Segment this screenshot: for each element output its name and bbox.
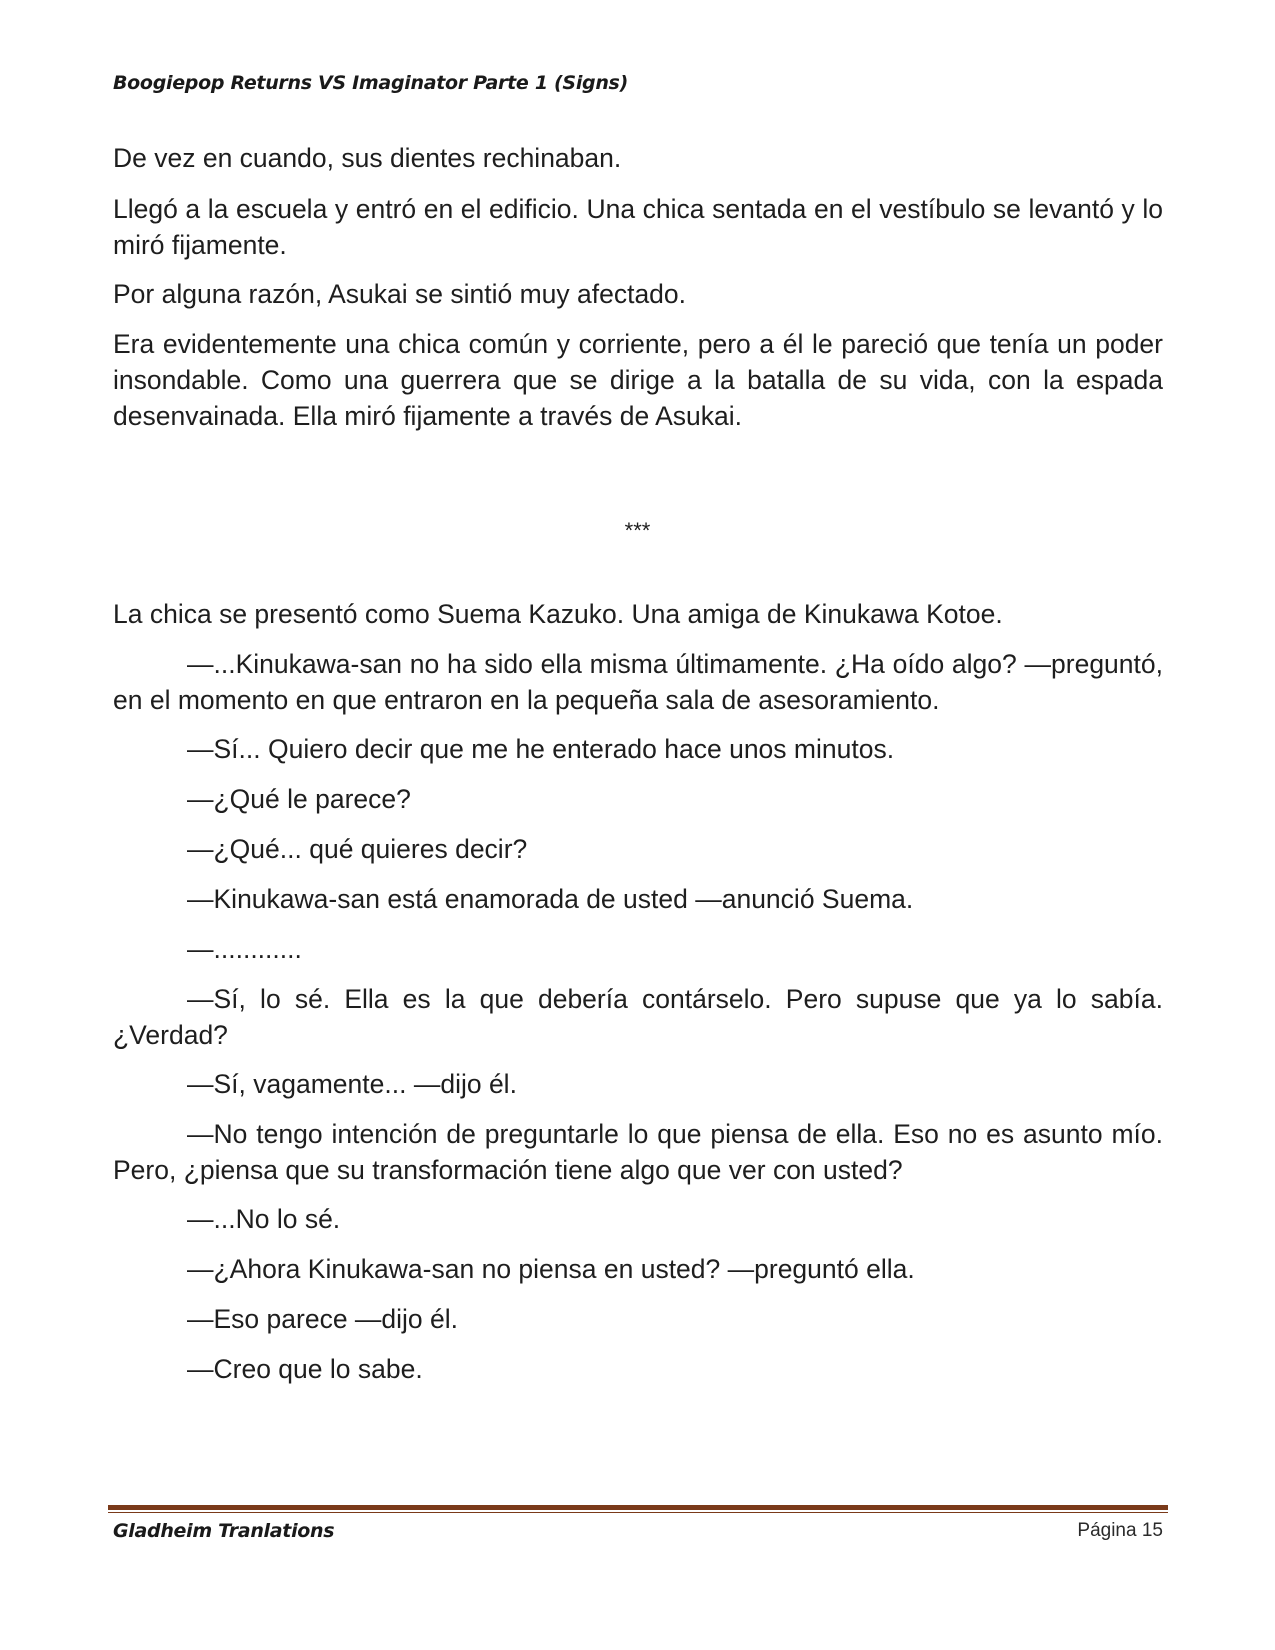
dialogue-line: —Sí, lo sé. Ella es la que debería contárselo. Pero supuse que ya lo sabía. ¿Verdad? <box>113 984 1163 1050</box>
dialogue-line: —No tengo intención de preguntarle lo que piensa de ella. Eso no es asunto mío. Pero, ¿piensa que su transformación tiene algo que ver con usted? <box>113 1119 1163 1185</box>
page-label: Página <box>1077 1520 1137 1541</box>
dialogue-line: —...Kinukawa-san no ha sido ella misma últimamente. ¿Ha oído algo? —preguntó, en el momento en que entraron en la pequeña sala de asesoramiento. <box>113 649 1163 715</box>
dialogue-line: —...No lo sé. <box>187 1204 341 1234</box>
paragraph: De vez en cuando, sus dientes rechinaban. <box>113 143 622 173</box>
dialogue-line: —Sí, vagamente... —dijo él. <box>187 1069 517 1099</box>
dialogue-line: —¿Ahora Kinukawa-san no piensa en usted? —preguntó ella. <box>187 1254 915 1284</box>
dialogue-line: —Sí... Quiero decir que me he enterado hace unos minutos. <box>187 734 895 764</box>
paragraph: Llegó a la escuela y entró en el edificio. Una chica sentada en el vestíbulo se levantó y lo miró fijamente. <box>113 194 1163 260</box>
running-header: Boogiepop Returns VS Imaginator Parte 1 (Signs) <box>113 72 628 94</box>
paragraph: Era evidentemente una chica común y corriente, pero a él le pareció que tenía un poder insondable. Como una guerrera que se dirige a la batalla de su vida, con la espada desenvainada. Ella miró fijamente a través de Asukai. <box>113 329 1163 431</box>
footer-divider <box>108 1505 1168 1510</box>
paragraph: La chica se presentó como Suema Kazuko. Una amiga de Kinukawa Kotoe. <box>113 599 1003 629</box>
page-number-value: 15 <box>1141 1520 1163 1541</box>
footer-publisher: Gladheim Tranlations <box>113 1520 335 1542</box>
footer-divider-thin <box>108 1512 1168 1513</box>
dialogue-line: —¿Qué le parece? <box>187 784 411 814</box>
dialogue-line: —............ <box>187 934 302 964</box>
dialogue-line: —Kinukawa-san está enamorada de usted —anunció Suema. <box>187 884 914 914</box>
page-number <box>1077 1520 1163 1542</box>
dialogue-line: —Creo que lo sabe. <box>187 1354 423 1384</box>
scene-separator: *** <box>624 518 651 543</box>
dialogue-line: —Eso parece —dijo él. <box>187 1304 459 1334</box>
paragraph: Por alguna razón, Asukai se sintió muy afectado. <box>113 279 687 309</box>
dialogue-line: —¿Qué... qué quieres decir? <box>187 834 528 864</box>
